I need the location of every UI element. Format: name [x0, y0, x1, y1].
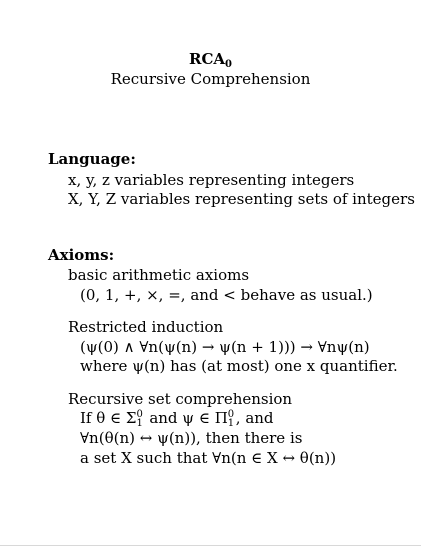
language-line-1: x, y, z variables representing integers: [68, 171, 355, 189]
axiom-basic-detail: (0, 1, +, ×, =, and < behave as usual.): [80, 286, 373, 304]
title-text: RCA: [188, 50, 226, 68]
bottom-divider: [0, 545, 421, 546]
axiom-induction-formula: (ψ(0) ∧ ∀n(ψ(n) → ψ(n + 1))) → ∀nψ(n): [80, 338, 370, 356]
axiom-basic-title: basic arithmetic axioms: [68, 266, 250, 284]
axiom-comprehension-line-2: ∀n(θ(n) ↔ ψ(n)), then there is: [80, 429, 303, 447]
page-subtitle: Recursive Comprehension: [110, 70, 311, 88]
title-subscript: 0: [225, 59, 232, 70]
comp-sigma-index: [136, 409, 145, 429]
axiom-comprehension-line-3: a set X such that ∀n(n ∈ X ↔ θ(n)): [80, 449, 337, 467]
axiom-comprehension-line-1: [80, 409, 274, 427]
comp-line1-tail: , and: [235, 409, 274, 427]
comp-sigma-text: If θ ∈ Σ: [80, 409, 137, 427]
axiom-induction-condition: where ψ(n) has (at most) one x quantifier.: [80, 357, 398, 375]
axiom-comprehension-title: Recursive set comprehension: [68, 390, 293, 408]
comp-pi-sup: 0: [227, 409, 235, 420]
comp-pi-sub: 1: [227, 418, 235, 429]
language-line-2: X, Y, Z variables representing sets of integers: [68, 190, 415, 208]
axiom-induction-title: Restricted induction: [68, 318, 224, 336]
comp-pi-text: and ψ ∈ Π: [149, 409, 228, 427]
comp-pi-index: [227, 409, 236, 429]
language-heading: Language:: [48, 150, 136, 168]
axioms-heading: Axioms:: [48, 246, 115, 264]
comp-sigma-sup: 0: [136, 409, 143, 420]
comp-sigma-sub: 1: [136, 418, 143, 429]
